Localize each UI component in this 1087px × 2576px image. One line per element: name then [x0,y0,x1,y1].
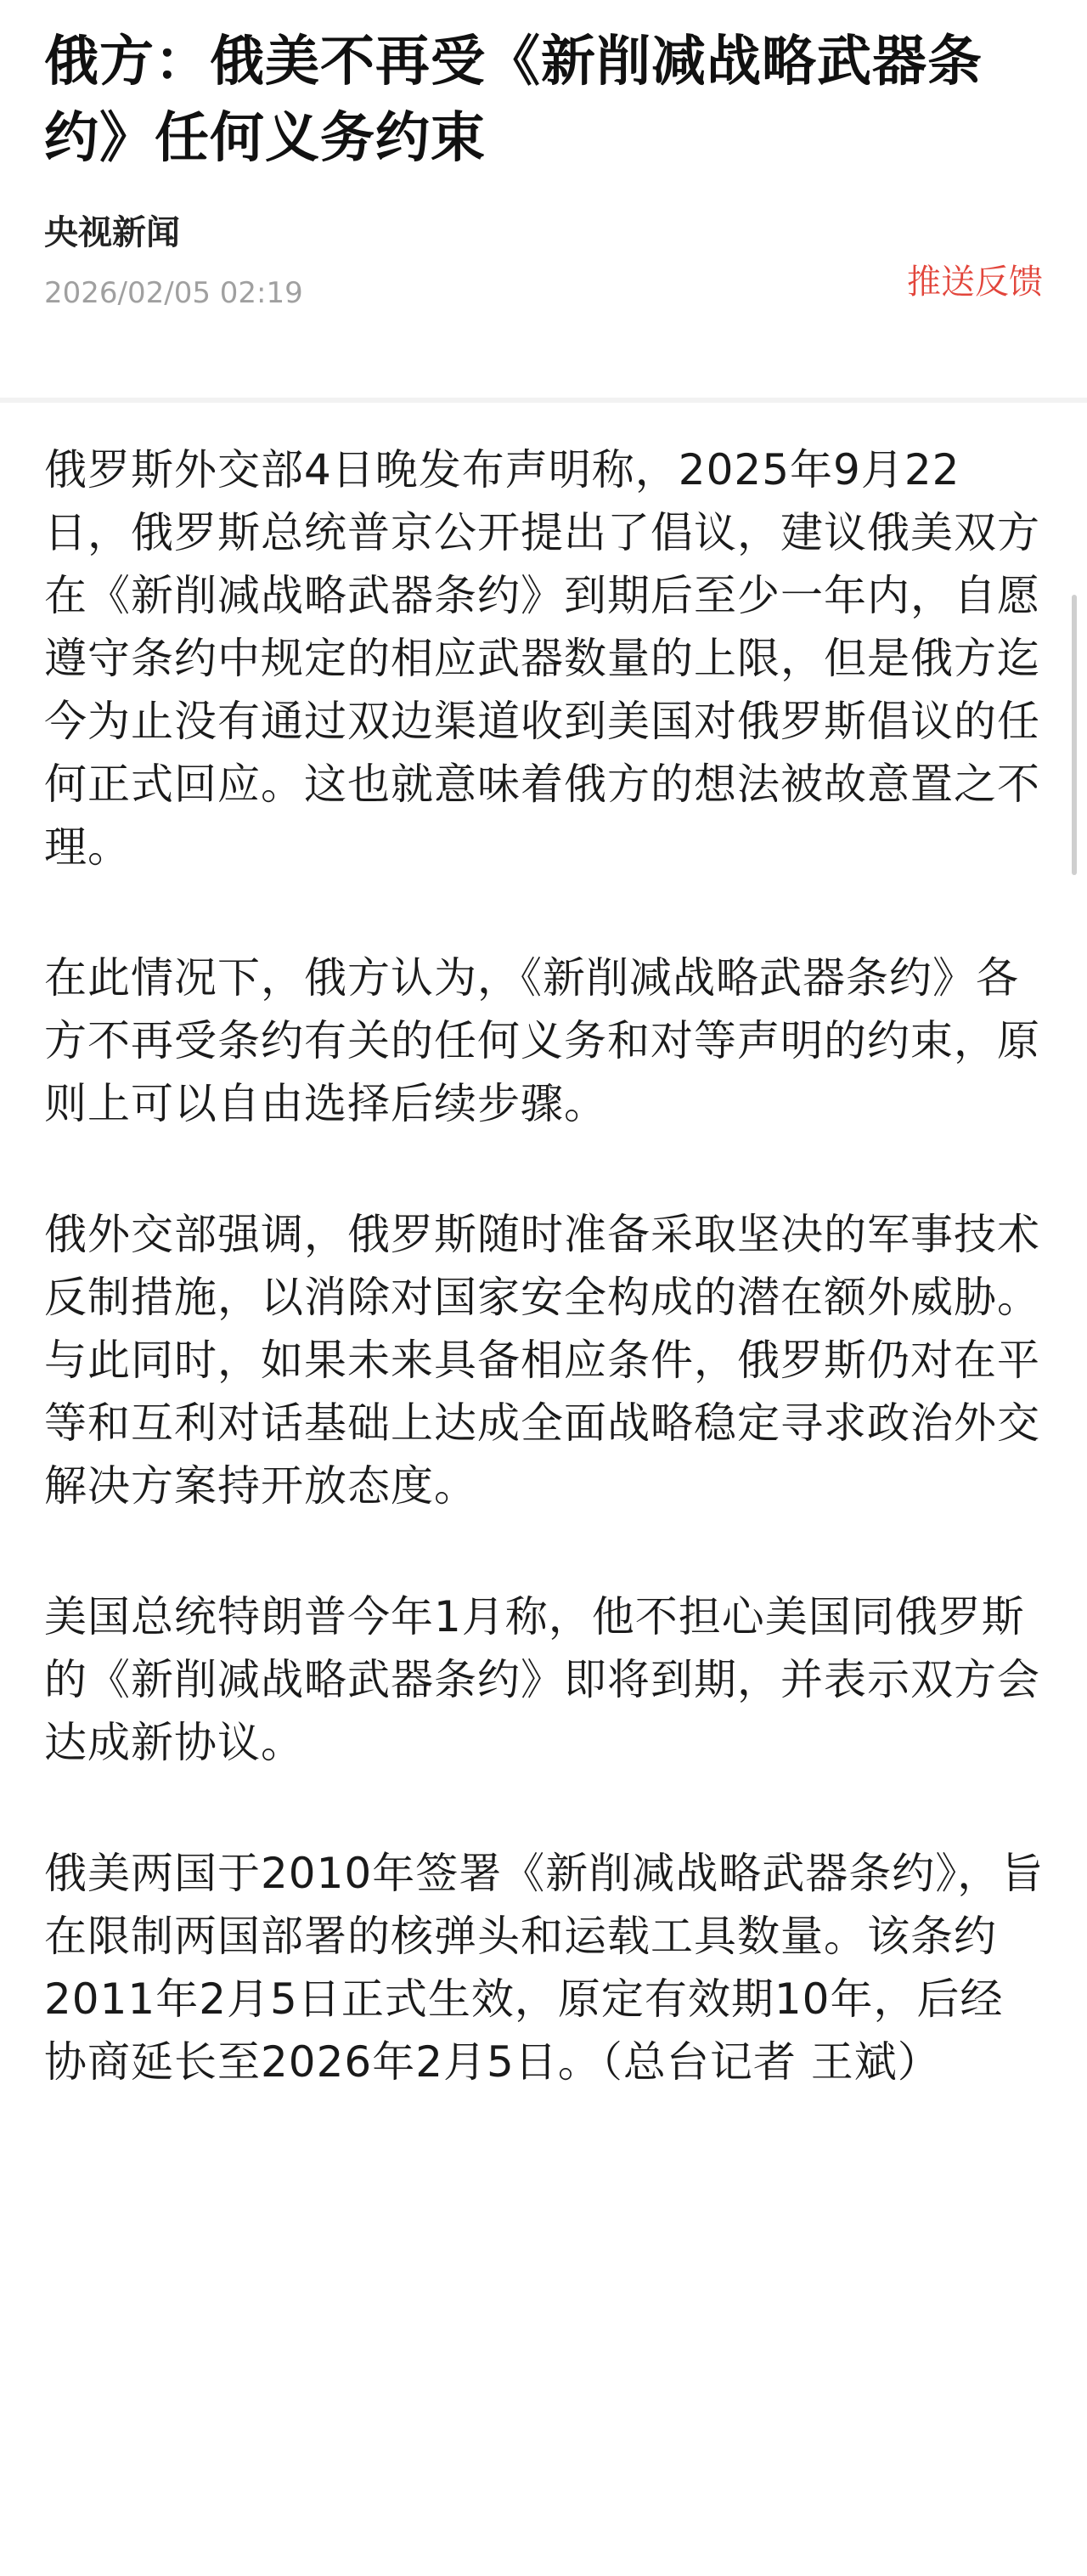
push-feedback-link[interactable]: 推送反馈 [907,263,1043,302]
header-divider [0,398,1087,403]
paragraph: 美国总统特朗普今年1月称，他不担心美国同俄罗斯的《新削减战略武器条约》即将到期，并表示双方会达成新协议。 [44,1592,1040,1767]
paragraph: 俄美两国于2010年签署《新削减战略武器条约》，旨在限制两国部署的核弹头和运载工具数量。该条约2011年2月5日正式生效，原定有效期10年，后经协商延长至2026年2月5日。（总台记者 王斌） [44,1849,1045,2087]
paragraph: 在此情况下，俄方认为，《新削减战略武器条约》各方不再受条约有关的任何义务和对等声明的约束，原则上可以自由选择后续步骤。 [44,953,1040,1128]
source-name[interactable]: 央视新闻 [44,213,180,252]
paragraph: 俄罗斯外交部4日晚发布声明称，2025年9月22日，俄罗斯总统普京公开提出了倡议，建议俄美双方在《新削减战略武器条约》到期后至少一年内，自愿遵守条约中规定的相应武器数量的上限，但是俄方迄今为止没有通过双边渠道收到美国对俄罗斯倡议的任何正式回应。这也就意味着俄方的想法被故意置之不理。 [44,445,1040,872]
article-title: 俄方：俄美不再受《新削减战略武器条约》任何义务约束 [44,31,983,170]
article-body [44,438,1046,2161]
publish-timestamp: 2026/02/05 02:19 [44,276,303,310]
scrollbar[interactable] [1072,595,1077,875]
article-header [0,0,1087,399]
paragraph: 俄外交部强调，俄罗斯随时准备采取坚决的军事技术反制措施，以消除对国家安全构成的潜在额外威胁。与此同时，如果未来具备相应条件，俄罗斯仍对在平等和互利对话基础上达成全面战略稳定寻求政治外交解决方案持开放态度。 [44,1210,1040,1511]
